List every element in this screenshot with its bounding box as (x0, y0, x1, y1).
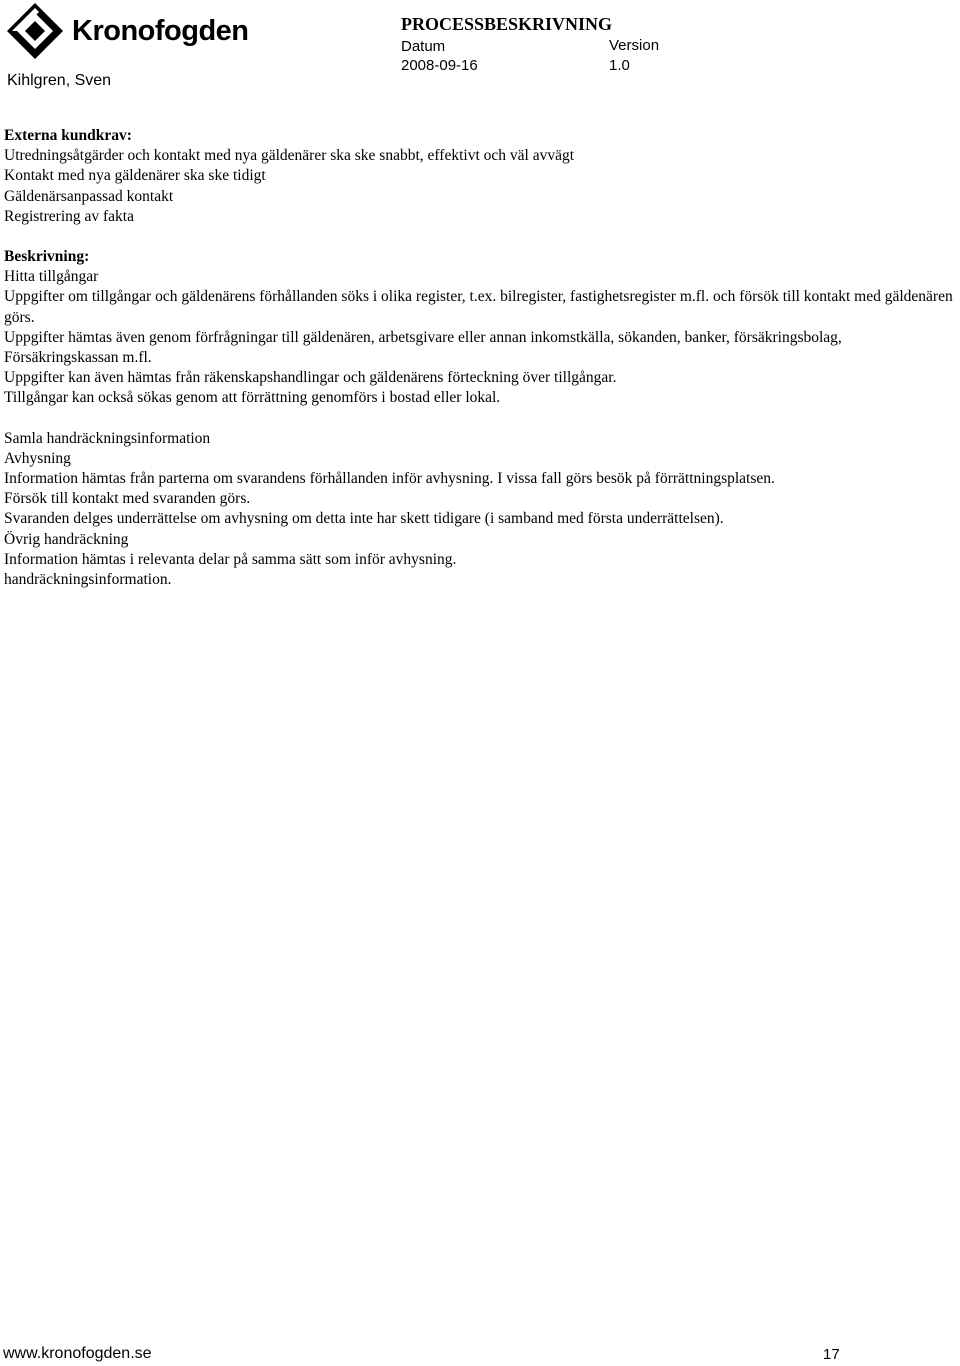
paragraph: Tillgångar kan också sökas genom att förrättning genomförs i bostad eller lokal. (4, 389, 501, 407)
paragraph: Information hämtas i relevanta delar på samma sätt som inför avhysning. (4, 550, 457, 568)
version-value: 1.0 (609, 57, 630, 74)
footer-url: www.kronofogden.se (3, 1345, 152, 1362)
paragraph: handräckningsinformation. (4, 571, 172, 589)
paragraph: Uppgifter om tillgångar och gäldenärens förhållanden söks i olika register, t.ex. bilregister, fastighetsregister m.fl. och försök till kontakt med gäldenären görs. (4, 288, 953, 326)
paragraph: Samla handräckningsinformation (4, 429, 211, 447)
section-enforcement-info (4, 429, 958, 591)
section-external-requirements (4, 126, 958, 227)
date-label: Datum (401, 38, 446, 55)
document-type: PROCESSBESKRIVNING (401, 14, 613, 34)
section-heading: Beskrivning: (4, 248, 90, 266)
version-label: Version (609, 37, 660, 54)
date-value: 2008-09-16 (401, 57, 478, 74)
paragraph: Uppgifter kan även hämtas från räkenskapshandlingar och gäldenärens förteckning över tillgångar. (4, 369, 617, 387)
section-heading: Externa kundkrav: (4, 127, 132, 144)
page-header (0, 0, 960, 100)
paragraph: Registrering av fakta (4, 207, 134, 225)
paragraph: Avhysning (4, 449, 71, 467)
author-name: Kihlgren, Sven (7, 72, 112, 89)
document-body (4, 126, 958, 610)
diamond-arrow-logo-icon (6, 2, 64, 60)
logo-wordmark: Kronofogden (72, 15, 249, 47)
paragraph: Uppgifter hämtas även genom förfrågningar till gäldenären, arbetsgivare eller annan inkomstkälla, sökanden, banker, försäkringsbolag, Försäkringskassan m.fl. (4, 328, 842, 367)
paragraph: Försök till kontakt med svaranden görs. (4, 490, 251, 508)
paragraph: Gäldenärsanpassad kontakt (4, 187, 174, 205)
paragraph: Hitta tillgångar (4, 268, 99, 286)
page-number: 17 (823, 1346, 840, 1363)
paragraph: Övrig handräckning (4, 530, 129, 548)
paragraph: Svaranden delges underrättelse om avhysning om detta inte har skett tidigare (i samband med första underrättelsen). (4, 510, 724, 528)
paragraph: Utredningsåtgärder och kontakt med nya gäldenärer ska ske snabbt, effektivt och väl avvägt (4, 147, 575, 165)
kronofogden-logo (6, 2, 256, 60)
paragraph: Information hämtas från parterna om svarandens förhållanden inför avhysning. I vissa fall görs besök på förrättningsplatsen. (4, 470, 775, 488)
section-description (4, 247, 958, 409)
paragraph: Kontakt med nya gäldenärer ska ske tidigt (4, 167, 266, 185)
